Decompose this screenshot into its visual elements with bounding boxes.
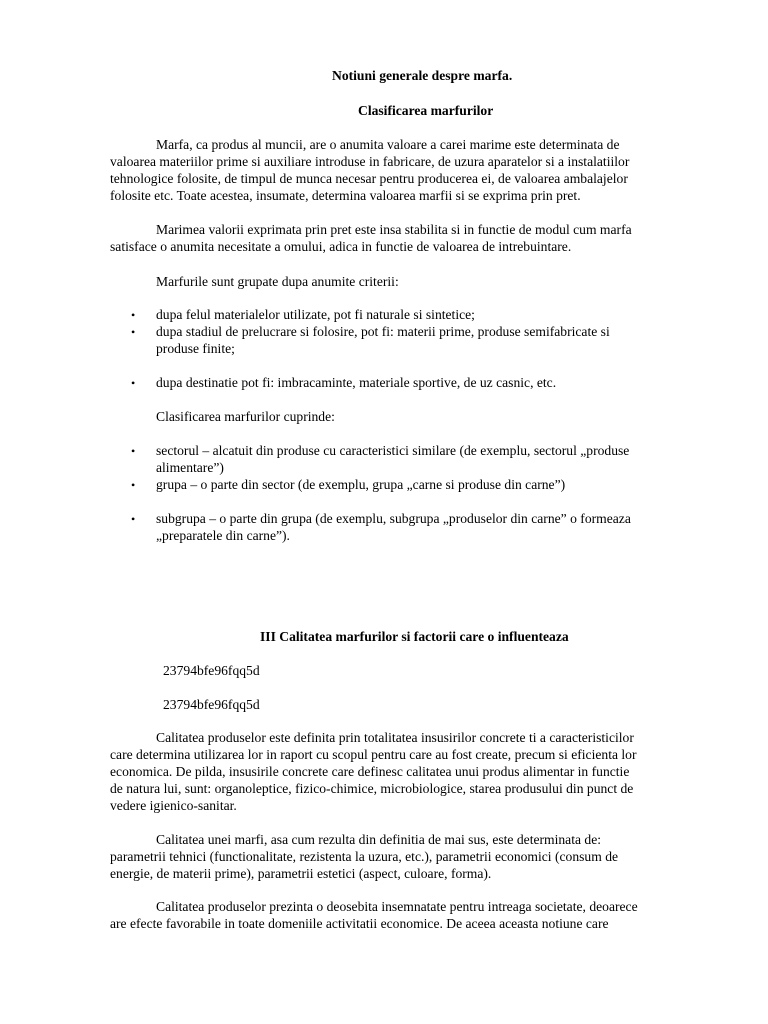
bullet-icon: • <box>131 308 136 322</box>
paragraph-line: Calitatea unei marfi, asa cum rezulta din definitia de mai sus, este determinata de: <box>156 832 602 847</box>
paragraph-line: folosite etc. Toate acestea, insumate, determina valoarea marfii si se exprima prin pret. <box>110 188 581 203</box>
bullet-icon: • <box>131 512 136 526</box>
list-item: sectorul – alcatuit din produse cu caracteristici similare (de exemplu, sectorul „produse <box>156 443 630 458</box>
paragraph-line: Marimea valorii exprimata prin pret este insa stabilita si in functie de modul cum marfa <box>156 222 632 237</box>
paragraph-line: Clasificarea marfurilor cuprinde: <box>156 409 335 424</box>
section-title-classification: Clasificarea marfurilor <box>358 103 494 118</box>
bullet-icon: • <box>131 325 136 339</box>
paragraph-line: de natura lui, sunt: organoleptice, fizico-chimice, microbiologice, starea produsului din punct de <box>110 781 634 796</box>
list-item-continuation: alimentare”) <box>156 460 224 475</box>
paragraph-line: economica. De pilda, insusirile concrete care definesc calitatea unui produs alimentar in functie <box>110 764 630 779</box>
paragraph-line: are efecte favorabile in toate domeniile activitatii economice. De aceea aceasta notiune care <box>110 916 609 931</box>
bullet-icon: • <box>131 444 136 458</box>
paragraph-line: Marfa, ca produs al muncii, are o anumita valoare a carei marime este determinata de <box>156 137 620 152</box>
list-item: dupa stadiul de prelucrare si folosire, pot fi: materii prime, produse semifabricate si <box>156 324 610 339</box>
paragraph-line: Marfurile sunt grupate dupa anumite criterii: <box>156 274 399 289</box>
paragraph-line: Calitatea produselor este definita prin totalitatea insusirilor concrete ti a caracteristicilor <box>156 730 634 745</box>
paragraph-line: tehnologice folosite, de timpul de munca necesar pentru producerea ei, de valoarea ambalajelor <box>110 171 628 186</box>
document-title: Notiuni generale despre marfa. <box>332 68 513 83</box>
paragraph-line: valoarea materiilor prime si auxiliare introduse in fabricare, de uzura aparatelor si a instalatiilor <box>110 154 630 169</box>
list-item: dupa destinatie pot fi: imbracaminte, materiale sportive, de uz casnic, etc. <box>156 375 557 390</box>
list-item: dupa felul materialelor utilizate, pot fi naturale si sintetice; <box>156 307 475 322</box>
paragraph-line: vedere igienico-sanitar. <box>110 798 237 813</box>
list-item-continuation: produse finite; <box>156 341 235 356</box>
code-line: 23794bfe96fqq5d <box>163 697 260 712</box>
list-item: subgrupa – o parte din grupa (de exemplu, subgrupa „produselor din carne” o formeaza <box>156 511 631 526</box>
list-item: grupa – o parte din sector (de exemplu, grupa „carne si produse din carne”) <box>156 477 566 492</box>
paragraph-line: satisface o anumita necesitate a omului, adica in functie de valoarea de intrebuintare. <box>110 239 572 254</box>
paragraph-line: parametrii tehnici (functionalitate, rezistenta la uzura, etc.), parametrii economici (consum de <box>110 849 619 864</box>
paragraph-line: Calitatea produselor prezinta o deosebita insemnatate pentru intreaga societate, deoarece <box>156 899 638 914</box>
bullet-icon: • <box>131 478 136 492</box>
paragraph-line: care determina utilizarea lor in raport cu scopul pentru care au fost create, precum si eficienta lor <box>110 747 637 762</box>
paragraph-line: energie, de materii prime), parametrii estetici (aspect, culoare, forma). <box>110 866 492 881</box>
code-line: 23794bfe96fqq5d <box>163 663 260 678</box>
section-title-quality: III Calitatea marfurilor si factorii care o influenteaza <box>260 629 569 644</box>
list-item-continuation: „preparatele din carne”). <box>156 528 290 543</box>
bullet-icon: • <box>131 376 136 390</box>
